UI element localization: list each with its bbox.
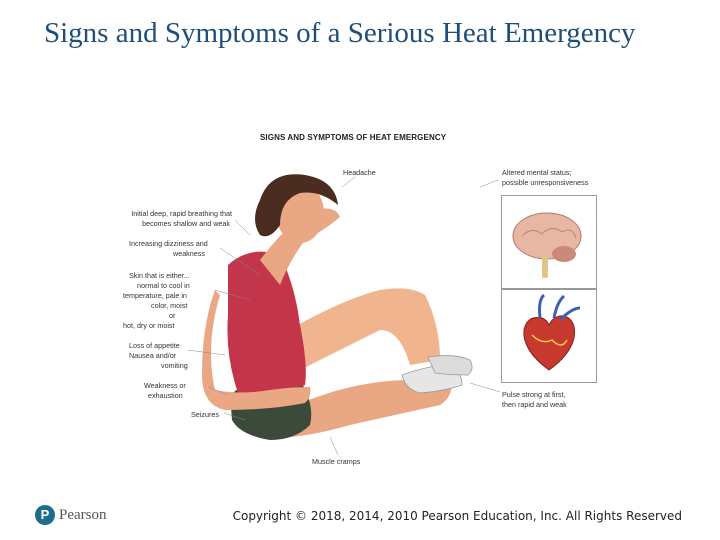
- heart-panel: [501, 289, 597, 383]
- label-dizziness-2: weakness: [173, 249, 205, 258]
- label-weakness-1: Weakness or: [144, 381, 186, 390]
- pearson-p-icon: P: [35, 505, 55, 525]
- slide-title: Signs and Symptoms of a Serious Heat Emergency: [44, 17, 636, 49]
- label-appetite-2: Nausea and/or: [129, 351, 177, 360]
- label-muscle-cramps: Muscle cramps: [312, 457, 361, 466]
- label-mental-status-1: Altered mental status;: [502, 168, 572, 177]
- label-mental-status-2: possible unresponsiveness: [502, 178, 589, 187]
- label-headache: Headache: [343, 168, 376, 177]
- label-skin-1: Skin that is either...: [129, 271, 190, 280]
- label-appetite-3: vomiting: [161, 361, 188, 370]
- pearson-logo: [35, 505, 107, 525]
- label-appetite-1: Loss of appetite: [129, 341, 180, 350]
- label-pulse-1: Pulse strong at first,: [502, 390, 566, 399]
- label-dizziness-1: Increasing dizziness and: [129, 239, 208, 248]
- brain-icon: [502, 196, 596, 288]
- label-skin-5: or: [169, 311, 176, 320]
- label-breathing-1: Initial deep, rapid breathing that: [131, 209, 232, 218]
- heat-emergency-illustration: [110, 125, 610, 475]
- brain-panel: [501, 195, 597, 289]
- label-skin-4: color, moist: [151, 301, 188, 310]
- label-seizures: Seizures: [191, 410, 219, 419]
- pearson-wordmark: Pearson: [59, 506, 107, 523]
- copyright-notice: Copyright © 2018, 2014, 2010 Pearson Education, Inc. All Rights Reserved: [232, 509, 682, 523]
- label-skin-2: normal to cool in: [137, 281, 190, 290]
- label-weakness-2: exhaustion: [148, 391, 183, 400]
- label-skin-6: hot, dry or moist: [123, 321, 175, 330]
- label-breathing-2: becomes shallow and weak: [142, 219, 230, 228]
- label-pulse-2: then rapid and weak: [502, 400, 567, 409]
- figure-heading: SIGNS AND SYMPTOMS OF HEAT EMERGENCY: [260, 133, 447, 142]
- label-skin-3: temperature, pale in: [123, 291, 187, 300]
- heart-icon: [502, 290, 596, 382]
